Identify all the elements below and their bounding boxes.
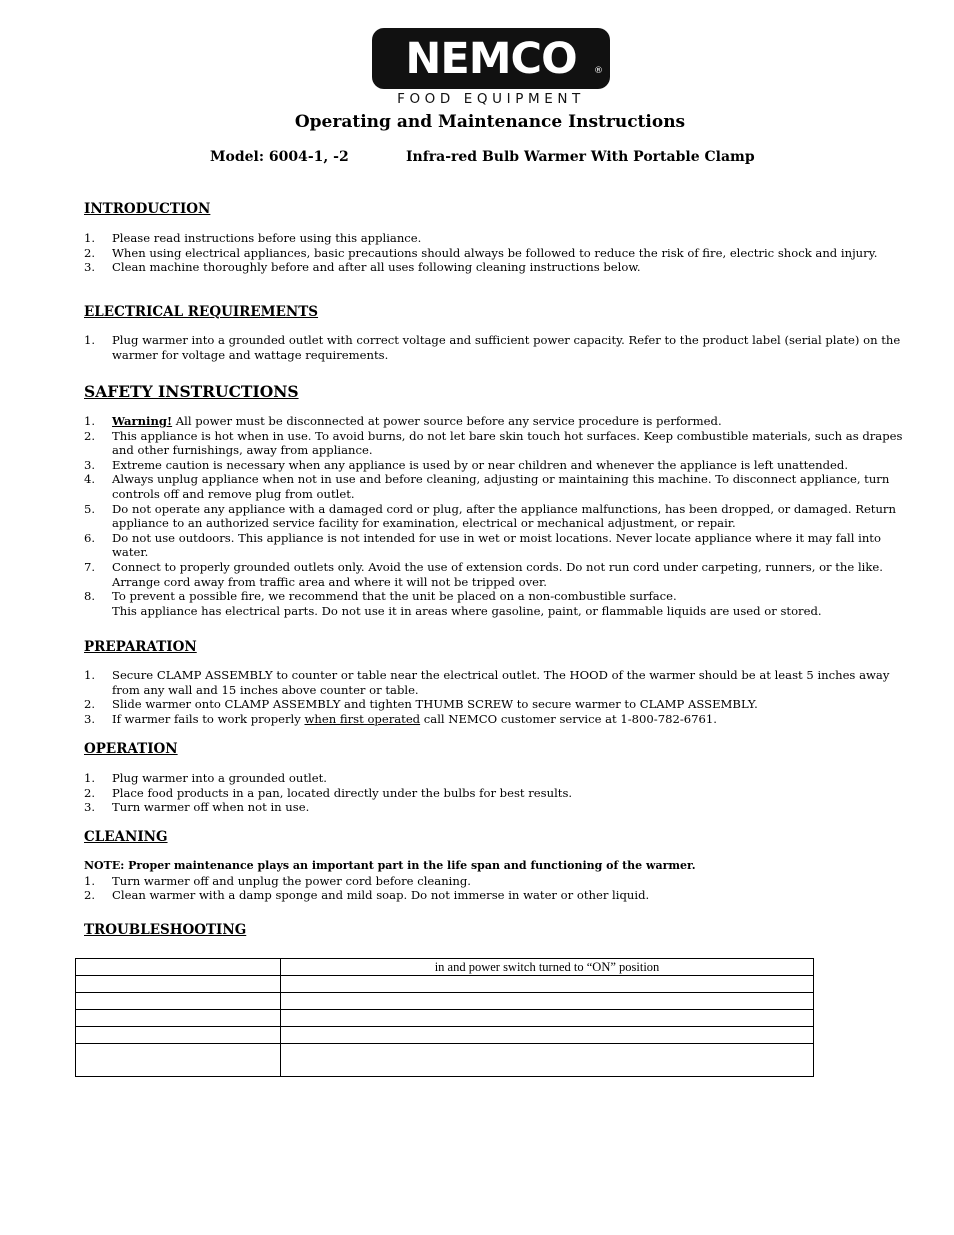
- item-number: 2.: [84, 888, 96, 903]
- preparation-list: [84, 668, 904, 726]
- item-text-end: call NEMCO customer service at 1-800-782-6761.: [420, 711, 717, 726]
- item-text: Clean warmer with a damp sponge and mild soap. Do not immerse in water or other liquid.: [112, 888, 650, 903]
- table-cell: [281, 993, 814, 1010]
- item-text: Turn warmer off and unplug the power cord before cleaning.: [112, 873, 471, 888]
- nemco-logo: [372, 28, 612, 108]
- item-text: Slide warmer onto CLAMP ASSEMBLY and tighten THUMB SCREW to secure warmer to CLAMP ASSEMBLY.: [112, 697, 758, 712]
- item-number: 3.: [84, 457, 96, 472]
- table-cell: [76, 976, 281, 993]
- safety-heading: SAFETY INSTRUCTIONS: [84, 382, 299, 401]
- list-item: [84, 502, 904, 531]
- item-text: To prevent a possible fire, we recommend that the unit be placed on a non-combustible surface.: [112, 589, 677, 604]
- item-text: If warmer fails to work properly: [112, 711, 305, 726]
- logo-registered-mark: ®: [594, 66, 603, 76]
- item-text: When using electrical appliances, basic precautions should always be followed to reduce the risk of fire, electric shock and injury.: [112, 245, 878, 260]
- list-item: [84, 771, 904, 786]
- item-number: 5.: [84, 501, 96, 516]
- list-item: [84, 531, 904, 560]
- list-item: [84, 712, 904, 727]
- list-item: [84, 333, 904, 362]
- list-item: [84, 668, 904, 697]
- item-text: Always unplug appliance when not in use and before cleaning, adjusting or maintaining this machine. To disconnect appliance, turn controls off and remove plug from outlet.: [112, 472, 890, 501]
- item-number: 2.: [84, 785, 96, 800]
- item-text: Please read instructions before using this appliance.: [112, 231, 422, 245]
- item-number: 1.: [84, 873, 96, 888]
- logo-tagline: FOOD EQUIPMENT: [397, 91, 585, 107]
- cleaning-list: [84, 859, 904, 903]
- electrical-heading: ELECTRICAL REQUIREMENTS: [84, 304, 319, 320]
- table-row: [76, 1010, 814, 1027]
- item-number: 6.: [84, 530, 96, 545]
- introduction-list: [84, 231, 904, 275]
- table-row: [76, 993, 814, 1010]
- product-name: Infra-red Bulb Warmer With Portable Clamp: [406, 149, 755, 165]
- list-item: [84, 888, 904, 903]
- item-text: Extreme caution is necessary when any appliance is used by or near children and whenever the appliance is left unattended.: [112, 457, 849, 472]
- item-text: Clean machine thoroughly before and after all uses following cleaning instructions below.: [112, 260, 641, 275]
- list-item: [84, 697, 904, 712]
- table-cell: [281, 1027, 814, 1044]
- list-item: [84, 560, 904, 589]
- table-cell: [76, 1027, 281, 1044]
- table-cell: [76, 993, 281, 1010]
- item-number: 8.: [84, 589, 96, 604]
- item-number: 2.: [84, 697, 96, 712]
- item-text: Do not use outdoors. This appliance is not intended for use in wet or moist locations. Never locate appliance where it may fall into water.: [112, 530, 881, 560]
- document-title: Operating and Maintenance Instructions: [294, 112, 686, 132]
- warning-label: Warning!: [112, 414, 173, 428]
- item-text: Secure CLAMP ASSEMBLY to counter or table near the electrical outlet. The HOOD of the warmer should be at least 5 inches away from any wall and 15 inches above counter or table.: [112, 668, 890, 697]
- item-number: 2.: [84, 245, 96, 260]
- item-number: 3.: [84, 800, 96, 815]
- introduction-heading: INTRODUCTION: [84, 201, 211, 217]
- underlined-phrase: when first operated: [304, 711, 421, 726]
- table-cell: [76, 1044, 281, 1077]
- list-item: [84, 589, 904, 618]
- item-text: Turn warmer off when not in use.: [112, 800, 310, 815]
- table-cell: [281, 1044, 814, 1077]
- item-number: 2.: [84, 428, 96, 443]
- logo-brand: NEMCO: [405, 34, 577, 84]
- table-cell: [281, 1010, 814, 1027]
- item-number: 1.: [84, 771, 96, 785]
- model-number: Model: 6004-1, -2: [210, 149, 349, 165]
- maintenance-note: NOTE: Proper maintenance plays an important part in the life span and functioning of the warmer.: [84, 859, 696, 872]
- list-item: [84, 260, 904, 275]
- item-number: 1.: [84, 231, 96, 245]
- table-cell: [76, 959, 281, 976]
- list-item: [84, 246, 904, 261]
- list-item: [84, 874, 904, 889]
- list-item: [84, 231, 904, 246]
- item-number: 1.: [84, 668, 96, 682]
- list-item: [84, 414, 904, 429]
- operation-list: [84, 771, 904, 815]
- item-number: 1.: [84, 333, 96, 347]
- list-item: [84, 429, 904, 458]
- item-text: Do not operate any appliance with a damaged cord or plug, after the appliance malfunctions, has been dropped, or damaged. Return appliance to an authorized service facility for examination, electrical or mechanical adjustment, or repair.: [112, 501, 896, 531]
- cleaning-heading: CLEANING: [84, 829, 168, 845]
- item-text: Place food products in a pan, located directly under the bulbs for best results.: [112, 785, 573, 800]
- table-cell: in and power switch turned to “ON” position: [281, 959, 814, 976]
- list-item: [84, 458, 904, 473]
- table-cell: [76, 1010, 281, 1027]
- list-item: [84, 472, 904, 501]
- operation-heading: OPERATION: [84, 741, 178, 757]
- preparation-heading: PREPARATION: [84, 639, 197, 655]
- item-number: 4.: [84, 472, 96, 487]
- electrical-list: [84, 333, 904, 362]
- table-row: [76, 1027, 814, 1044]
- item-text: Connect to properly grounded outlets only. Avoid the use of extension cords. Do not run cord under carpeting, runners, or the like. Arrange cord away from traffic area and where it will not be tripped over.: [112, 559, 883, 589]
- item-text: Plug warmer into a grounded outlet.: [112, 771, 327, 785]
- item-text: Plug warmer into a grounded outlet with correct voltage and sufficient power capacity. Refer to the product label (serial plate) on the warmer for voltage and wattage requirements.: [112, 333, 901, 362]
- item-number: 1.: [84, 414, 96, 428]
- item-number: 3.: [84, 711, 96, 726]
- item-text-continued: This appliance has electrical parts. Do not use it in areas where gasoline, paint, or flammable liquids are used or stored.: [112, 603, 822, 618]
- table-cell: [281, 976, 814, 993]
- table-row: [76, 959, 814, 976]
- troubleshooting-table: [75, 958, 814, 1077]
- troubleshooting-heading: TROUBLESHOOTING: [84, 922, 247, 938]
- item-text: All power must be disconnected at power source before any service procedure is performed.: [172, 414, 722, 428]
- item-text: This appliance is hot when in use. To avoid burns, do not let bare skin touch hot surfaces. Keep combustible materials, such as drapes and other furnishings, away from appliance.: [112, 428, 903, 458]
- table-row: [76, 976, 814, 993]
- list-item: [84, 800, 904, 815]
- table-row: [76, 1044, 814, 1077]
- item-number: 3.: [84, 260, 96, 275]
- list-item: [84, 786, 904, 801]
- safety-list: [84, 414, 904, 618]
- item-number: 7.: [84, 559, 96, 574]
